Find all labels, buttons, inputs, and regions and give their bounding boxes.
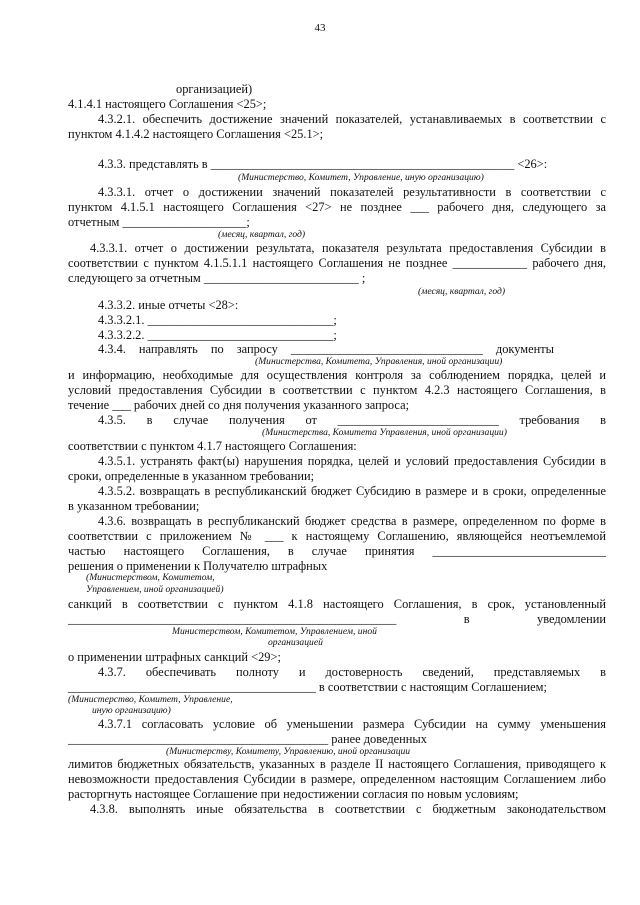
text-line: решения о применении к Получателю штрафных <box>68 559 328 573</box>
text-line: соответствии с пунктом 4.1.7 настоящего Соглашения: <box>68 439 357 453</box>
text-line: 4.3.3.2.1. ______________________________; <box>98 313 337 327</box>
field-caption: (месяц, квартал, год) <box>418 286 506 297</box>
field-caption: Управлением, иной организацией) <box>86 584 224 595</box>
text-line: пунктом 4.1.4.2 настоящего Соглашения <25.1>; <box>68 127 324 141</box>
text-line: 4.3.7. обеспечивать полноту и достоверность сведений, представляемых в <box>98 665 606 679</box>
text-line: отчетным ____________________; <box>68 215 250 229</box>
text-line: 4.3.3.2.2. ______________________________; <box>98 328 337 342</box>
text-line: о применении штрафных санкций <29>; <box>68 650 281 664</box>
field-caption: (Министерства, Комитета, Управления, иной организации) <box>255 356 503 367</box>
text-line: расторгнуть настоящее Соглашение при недостижении согласия по новым условиям; <box>68 787 519 801</box>
text-line: сроки, определенные в указанном требовании; <box>68 469 315 483</box>
field-caption: (месяц, квартал, год) <box>218 229 306 240</box>
text-line: 4.3.8. выполнять иные обязательства в соответствии с бюджетным законодательством <box>90 802 606 816</box>
text-line: 4.3.4. направлять по запросу _______________________________ документы <box>98 342 554 356</box>
text-line: организацией) <box>176 82 253 96</box>
text-line: 4.3.3.1. отчет о достижении значений показателей результативности в соответствии с <box>98 185 606 199</box>
page-number: 43 <box>314 22 326 34</box>
field-caption: (Министерству, Комитету, Управлению, иной организации <box>166 746 411 757</box>
text-line: пунктом 4.1.5.1 настоящего Соглашения <27> не позднее ___ рабочего дня, следующего за <box>68 200 606 214</box>
text-line: соответствии с пунктом 4.1.5.1.1 настоящего Соглашения не позднее ____________ рабочего дня, <box>68 256 606 270</box>
field-caption: (Министерство, Комитет, Управление, иную организацию) <box>238 172 484 183</box>
text-line: невозможности предоставления Субсидии в размере, определенном настоящим Соглашением либо <box>68 772 606 786</box>
text-line: 4.3.6. возвращать в республиканский бюджет средства в размере, определенном по форме в <box>98 514 606 528</box>
text-line: 4.3.2.1. обеспечить достижение значений показателей, устанавливаемых в соответствии с <box>98 112 606 126</box>
text-line: 4.3.3.1. отчет о достижении результата, показателя результата предоставления Субсидии в <box>90 241 606 255</box>
text-line: в указанном требовании; <box>68 499 200 513</box>
text-line: санкций в соответствии с пунктом 4.1.8 настоящего Соглашения, в срок, установленный <box>68 597 606 611</box>
text-line: частью настоящего Соглашения, в случае принятия ____________________________ <box>68 544 606 558</box>
text-line: 4.3.3. представлять в _________________________________________________ <26>: <box>98 157 548 171</box>
text-line: 4.3.5.1. устранять факт(ы) нарушения порядка, целей и условий предоставления Субсидии в <box>98 454 606 468</box>
field-caption: организацией <box>268 637 323 648</box>
text-line: соответствии с приложением № ___ к настоящему Соглашению, являющейся неотъемлемой <box>68 529 606 543</box>
text-line: 4.3.5.2. возвращать в республиканский бюджет Субсидию в размере и в сроки, определенные <box>98 484 606 498</box>
field-caption: иную организацию) <box>92 705 171 716</box>
text-line: и информацию, необходимые для осуществления контроля за соблюдением порядка, целей и <box>68 368 606 382</box>
field-caption: (Министерством, Комитетом, <box>86 572 215 583</box>
text-line: условий предоставления Субсидии в соответствии с пунктом 4.2.3 настоящего Соглашения, в <box>68 383 606 397</box>
text-line: следующего за отчетным _________________________ ; <box>68 271 366 285</box>
text-line: лимитов бюджетных обязательств, указанных в разделе II настоящего Соглашения, приводящего к <box>68 757 606 771</box>
text-line: ________________________________________ в соответствии с настоящим Соглашением; <box>68 680 547 694</box>
text-line: 4.3.3.2. иные отчеты <28>: <box>98 298 239 312</box>
text-line: течение ___ рабочих дней со дня получения указанного запроса; <box>68 398 410 412</box>
field-caption: (Министерство, Комитет, Управление, <box>68 694 233 705</box>
text-line: __________________________________________ ранее доведенных <box>68 732 427 746</box>
text-line: 4.3.5. в случае получения от __________________________ требования в <box>98 413 606 427</box>
text-line: _____________________________________________________ в уведомлении <box>68 612 606 626</box>
text-line: 4.3.7.1 согласовать условие об уменьшении размера Субсидии на сумму уменьшения <box>98 717 606 731</box>
field-caption: Министерством, Комитетом, Управлением, иной <box>172 626 377 637</box>
field-caption: (Министерства, Комитета Управления, иной организации) <box>262 427 507 438</box>
text-line: 4.1.4.1 настоящего Соглашения <25>; <box>68 97 267 111</box>
